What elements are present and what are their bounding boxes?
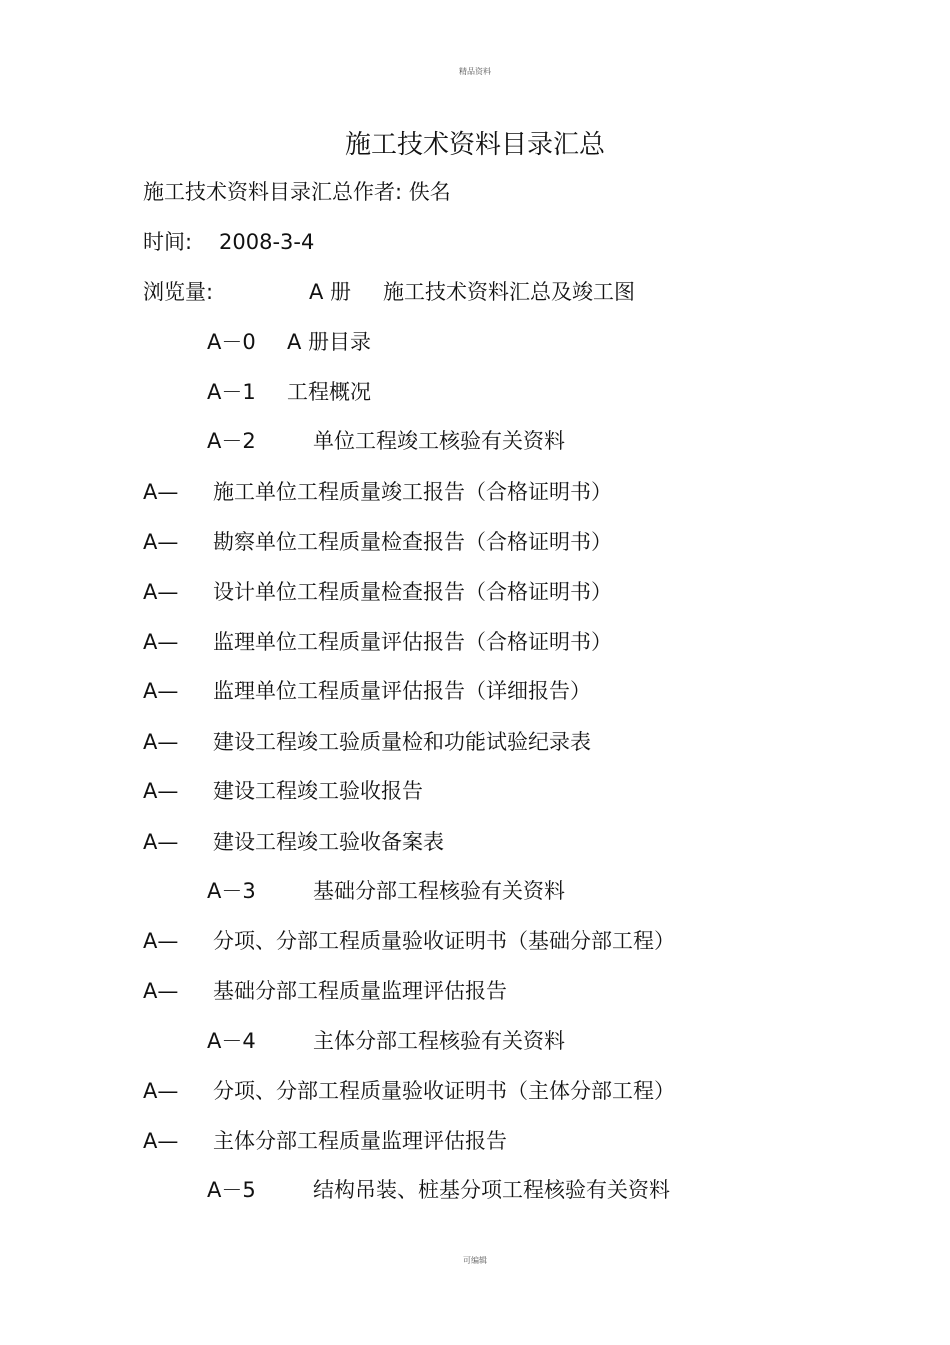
item-title: 分项、分部工程质量验收证明书（基础分部工程）	[213, 929, 675, 953]
item-code: A—	[143, 979, 179, 1003]
item-title: 分项、分部工程质量验收证明书（主体分部工程）	[213, 1079, 675, 1103]
item-code: A—	[143, 530, 179, 554]
time-label: 时间:	[143, 230, 193, 254]
time-value: 2008-3-4	[219, 230, 315, 254]
author-line: 施工技术资料目录汇总作者: 佚名	[143, 180, 451, 204]
page-footer: 可编辑	[463, 1256, 487, 1265]
item-code: A—	[143, 630, 179, 654]
section-title: A 册目录	[287, 330, 372, 354]
item-title: 建设工程竣工验收备案表	[213, 830, 444, 854]
document-title: 施工技术资料目录汇总	[344, 130, 605, 160]
page-header: 精品资料	[459, 67, 491, 76]
section-code: A－4	[207, 1029, 256, 1053]
item-code: A—	[143, 929, 179, 953]
item-title: 设计单位工程质量检查报告（合格证明书）	[213, 580, 612, 604]
item-code: A—	[143, 679, 179, 703]
section-code: A－5	[207, 1178, 256, 1202]
item-code: A—	[143, 830, 179, 854]
item-title: 建设工程竣工验收报告	[213, 779, 423, 803]
section-code: A－0	[207, 330, 256, 354]
item-title: 监理单位工程质量评估报告（合格证明书）	[213, 630, 612, 654]
section-title: 工程概况	[287, 380, 371, 404]
section-code: A－2	[207, 429, 256, 453]
book-code: A 册	[309, 280, 352, 304]
book-title: 施工技术资料汇总及竣工图	[383, 280, 635, 304]
item-title: 建设工程竣工验质量检和功能试验纪录表	[213, 730, 591, 754]
section-code: A－3	[207, 879, 256, 903]
section-title: 基础分部工程核验有关资料	[313, 879, 565, 903]
item-title: 勘察单位工程质量检查报告（合格证明书）	[213, 530, 612, 554]
item-title: 施工单位工程质量竣工报告（合格证明书）	[213, 480, 612, 504]
section-title: 主体分部工程核验有关资料	[313, 1029, 565, 1053]
item-code: A—	[143, 1129, 179, 1153]
item-code: A—	[143, 1079, 179, 1103]
item-code: A—	[143, 730, 179, 754]
views-label: 浏览量:	[143, 280, 214, 304]
item-title: 主体分部工程质量监理评估报告	[213, 1129, 507, 1153]
item-code: A—	[143, 580, 179, 604]
section-code: A－1	[207, 380, 256, 404]
item-code: A—	[143, 779, 179, 803]
item-code: A—	[143, 480, 179, 504]
item-title: 监理单位工程质量评估报告（详细报告）	[213, 679, 591, 703]
section-title: 结构吊装、桩基分项工程核验有关资料	[313, 1178, 670, 1202]
section-title: 单位工程竣工核验有关资料	[313, 429, 565, 453]
item-title: 基础分部工程质量监理评估报告	[213, 979, 507, 1003]
